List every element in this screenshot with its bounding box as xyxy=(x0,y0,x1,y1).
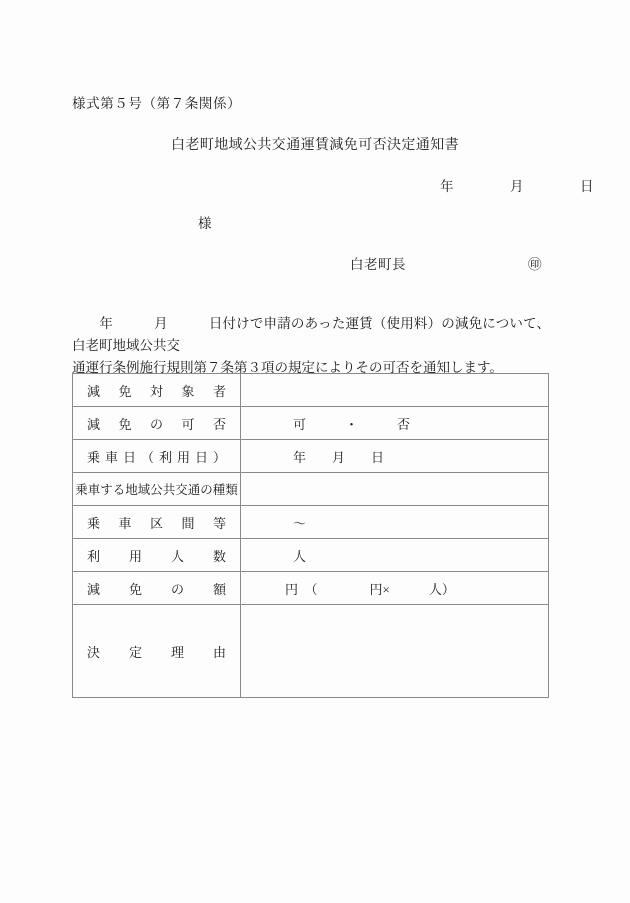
table-row xyxy=(73,506,549,539)
table-row-label: 減免の額 xyxy=(87,581,226,597)
table-row-label: 乗車する地域公共交通の種類 xyxy=(75,483,238,497)
table-row xyxy=(73,539,549,572)
table-row-label-cell xyxy=(73,506,241,539)
seal-stamp-icon: ㊞ xyxy=(528,257,542,272)
table-row-value-cell[interactable]: 可 ・ 否 xyxy=(241,407,549,440)
addressee-honorific: 様 xyxy=(198,216,212,231)
body-paragraph-line-2: 通運行条例施行規則第７条第３項の規定によりその可否を通知します。 xyxy=(72,360,503,375)
table-row-label-cell xyxy=(73,572,241,605)
body-paragraph xyxy=(72,313,550,379)
table-row-label: 乗車日（利用日） xyxy=(87,449,226,465)
table-row-value-cell[interactable]: 人 xyxy=(241,539,549,572)
form-number: 様式第５号（第７条関係） xyxy=(72,96,242,111)
table-row-label: 利用人数 xyxy=(87,548,226,564)
body-paragraph-line-1: 年 月 日付けで申請のあった運賃（使用料）の減免について、白老町地域公共交 xyxy=(72,316,550,353)
table-row-label-cell xyxy=(73,539,241,572)
table-body xyxy=(73,374,549,698)
table-row xyxy=(73,473,549,506)
table-row-label-cell xyxy=(73,374,241,407)
table-row xyxy=(73,374,549,407)
table-row-value-cell[interactable]: 年 月 日 xyxy=(241,440,549,473)
issuer-name: 白老町長 xyxy=(350,257,406,272)
table-row-label-cell xyxy=(73,407,241,440)
table-row xyxy=(73,605,549,698)
table-row-label-cell xyxy=(73,440,241,473)
table-row-value-cell[interactable] xyxy=(241,374,549,407)
table-row-value-cell[interactable] xyxy=(241,605,549,698)
table-row-label-cell xyxy=(73,605,241,698)
table-row xyxy=(73,407,549,440)
table-row-label: 乗車区間等 xyxy=(87,515,226,531)
issue-date-line: 年 月 日 xyxy=(440,179,594,194)
table-row-value-cell[interactable]: ～ xyxy=(241,506,549,539)
decision-details-table xyxy=(72,373,549,698)
table-row-value-cell[interactable] xyxy=(241,473,549,506)
table-row-value-cell[interactable]: 円 （ 円× 人） xyxy=(241,572,549,605)
table-row-label-cell xyxy=(73,473,241,506)
table-row xyxy=(73,440,549,473)
document-title: 白老町地域公共交通運賃減免可否決定通知書 xyxy=(171,138,459,153)
table-row-label: 減免対象者 xyxy=(87,383,226,399)
table-row-label: 決定理由 xyxy=(87,644,226,660)
table-row xyxy=(73,572,549,605)
table-row-label: 減免の可否 xyxy=(87,416,226,432)
